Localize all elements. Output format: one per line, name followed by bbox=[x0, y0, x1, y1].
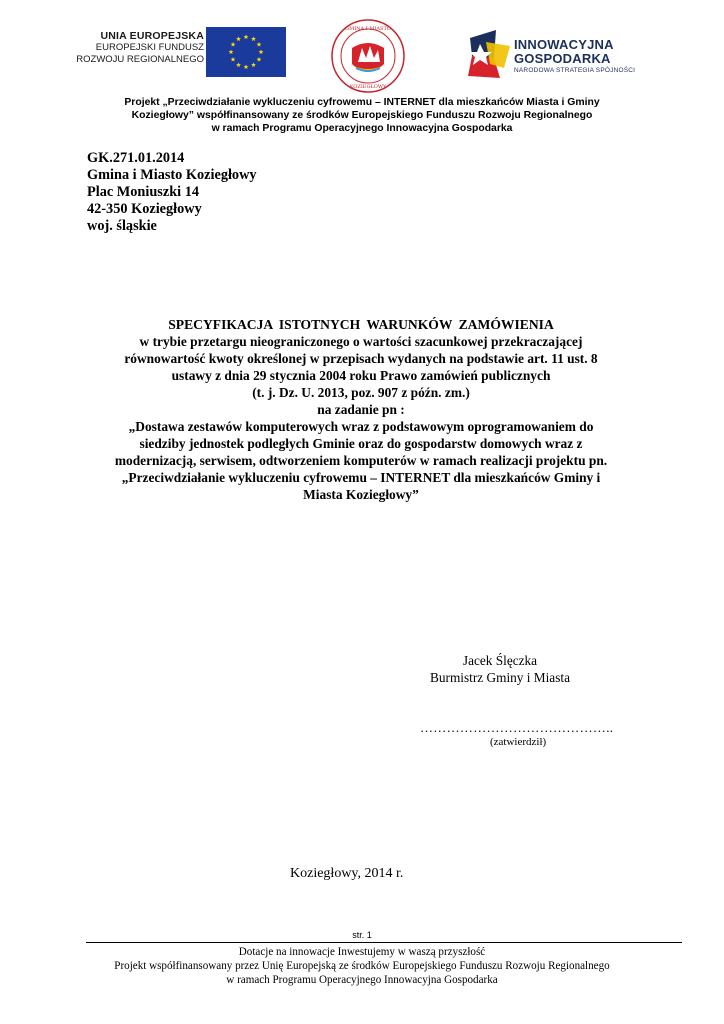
task-line: Miasta Koziegłowy” bbox=[303, 487, 419, 502]
reference-number: GK.271.01.2014 bbox=[87, 150, 185, 166]
place-date: Koziegłowy, 2014 r. bbox=[290, 866, 404, 881]
footer bbox=[40, 945, 684, 987]
eu-flag-icon bbox=[206, 27, 286, 77]
ig-logo-line3: NARODOWA STRATEGIA SPÓJNOŚCI bbox=[514, 67, 636, 74]
spec-line: na zadanie pn : bbox=[317, 402, 405, 417]
institution-name: Gmina i Miasto Koziegłowy bbox=[87, 167, 257, 183]
task-line: modernizacją, serwisem, odtworzeniem komputerów w ramach realizacji projektu pn. bbox=[114, 453, 608, 468]
footer-line2: Projekt współfinansowany przez Unię Europejską ze środków Europejskiego Funduszu Rozwoju Regionalnego bbox=[114, 960, 610, 972]
ue-logo-line3: ROZWOJU REGIONALNEGO bbox=[76, 54, 204, 65]
approved-label: (zatwierdził) bbox=[490, 736, 547, 748]
footer-line3: w ramach Programu Operacyjnego Innowacyjna Gospodarka bbox=[226, 974, 498, 986]
task-line: siedziby jednostek podległych Gminie oraz do gospodarstw domowych wraz z bbox=[139, 436, 583, 451]
signer-block bbox=[400, 652, 600, 686]
project-header-line1: Projekt „Przeciwdziałanie wykluczeniu cyfrowemu – INTERNET dla mieszkańców Miasta i Gminy bbox=[124, 97, 600, 108]
city-address: 42-350 Koziegłowy bbox=[87, 201, 202, 217]
signer-role: Burmistrz Gminy i Miasta bbox=[430, 670, 570, 685]
ig-logo-text bbox=[514, 38, 635, 76]
ig-logo-line2: GOSPODARKA bbox=[514, 51, 611, 66]
address-block bbox=[87, 150, 257, 235]
gmina-crest-icon bbox=[330, 18, 406, 94]
specification-block bbox=[60, 316, 662, 503]
ue-logo-text bbox=[76, 30, 204, 66]
spec-title: SPECYFIKACJA ISTOTNYCH WARUNKÓW ZAMÓWIENIA bbox=[168, 317, 554, 332]
page-number: str. 1 bbox=[352, 930, 372, 940]
spec-line: równowartość kwoty określonej w przepisach wydanych na podstawie art. 11 ust. 8 bbox=[124, 351, 598, 366]
region: woj. śląskie bbox=[87, 218, 157, 234]
signer-name: Jacek Ślęczka bbox=[462, 653, 538, 668]
project-header-line2: Koziegłowy” współfinansowany ze środków Europejskiego Funduszu Rozwoju Regionalnego bbox=[131, 110, 593, 121]
innowacyjna-gospodarka-logo-icon bbox=[466, 28, 512, 80]
crest-bottom-text: KOZIEGŁOWY bbox=[349, 84, 387, 90]
crest-arc-text: GMINA I MIASTO bbox=[345, 26, 391, 32]
spec-line: w trybie przetargu nieograniczonego o wartości szacunkowej przekraczającej bbox=[139, 334, 583, 349]
footer-divider bbox=[86, 942, 682, 943]
street-address: Plac Moniuszki 14 bbox=[87, 184, 199, 200]
ig-logo-line1: INNOWACYJNA bbox=[514, 37, 614, 52]
ue-logo-line2: EUROPEJSKI FUNDUSZ bbox=[95, 42, 204, 53]
signature-line: …………………………………….. bbox=[420, 720, 614, 735]
ue-logo-line1: UNIA EUROPEJSKA bbox=[100, 30, 204, 42]
task-line: „Przeciwdziałanie wykluczeniu cyfrowemu – INTERNET dla mieszkańców Gminy i bbox=[121, 470, 601, 485]
footer-line1: Dotacje na innowacje Inwestujemy w waszą przyszłość bbox=[238, 946, 486, 958]
project-header bbox=[40, 96, 684, 135]
task-line: „Dostawa zestawów komputerowych wraz z podstawowym oprogramowaniem do bbox=[128, 419, 594, 434]
spec-line: (t. j. Dz. U. 2013, poz. 907 z późn. zm.) bbox=[252, 385, 470, 400]
spec-line: ustawy z dnia 29 stycznia 2004 roku Prawo zamówień publicznych bbox=[171, 368, 551, 383]
project-header-line3: w ramach Programu Operacyjnego Innowacyjna Gospodarka bbox=[211, 123, 513, 134]
